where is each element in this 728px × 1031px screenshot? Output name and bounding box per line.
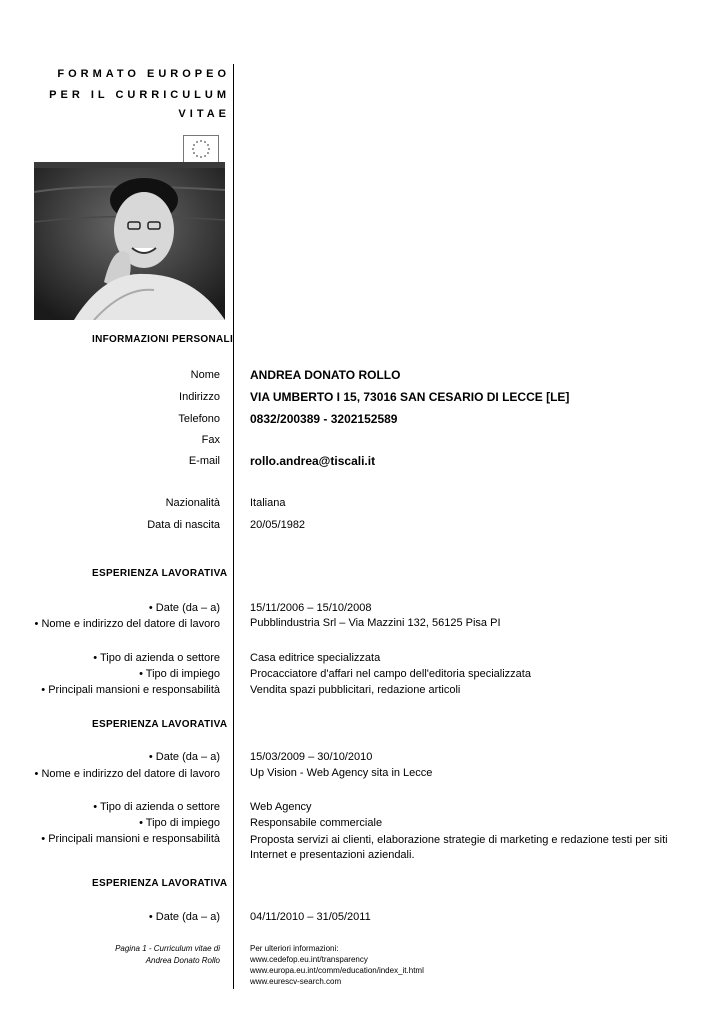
label-mansioni: • Principali mansioni e responsabilità [41,684,220,696]
label-telefono: Telefono [178,413,220,425]
section-title-text: ESPERIENZA LAVORATIVA [92,719,228,730]
section-title-text: INFORMAZIONI PERSONALI [92,334,234,345]
label-tipo-impiego: • Tipo di impiego [139,817,220,829]
footer-links [250,943,424,987]
header-line-1 [0,68,230,80]
section-title-personal [92,334,233,345]
label-indirizzo: Indirizzo [179,391,220,403]
label-fax: Fax [201,434,220,446]
value-tipo-azienda: Web Agency [250,801,312,813]
value-mansioni: Proposta servizi ai clienti, elaborazione strategie di marketing e redazione testi per siti Internet e presentazioni aziendali. [250,834,668,861]
label-datore: • Nome e indirizzo del datore di lavoro [34,618,220,630]
value-nome: ANDREA DONATO ROLLO [250,368,401,382]
value-indirizzo: VIA UMBERTO I 15, 73016 SAN CESARIO DI LECCE [LE] [250,390,570,404]
value-date: 15/11/2006 – 15/10/2008 [250,602,372,614]
header-line-3 [0,108,230,120]
section-title-text: ESPERIENZA LAVORATIVA [92,568,228,579]
section-title-experience [92,878,227,889]
label-date: • Date (da – a) [148,602,220,614]
label-tipo-azienda: • Tipo di azienda o settore [93,652,220,664]
section-title-text: ESPERIENZA LAVORATIVA [92,878,228,889]
label-nome: Nome [190,369,220,381]
profile-photo [34,162,225,320]
value-date: 15/03/2009 – 30/10/2010 [250,751,373,763]
footer-link[interactable]: www.cedefop.eu.int/transparency [250,955,368,964]
label-date: • Date (da – a) [148,751,220,763]
label-email: E-mail [188,455,220,467]
value-data-nascita: 20/05/1982 [250,519,306,531]
column-divider [233,64,234,989]
value-date: 04/11/2010 – 31/05/2011 [250,911,371,923]
label-mansioni: • Principali mansioni e responsabilità [41,833,220,845]
value-tipo-impiego: Responsabile commerciale [250,817,383,829]
label-nazionalita: Nazionalità [165,497,220,509]
section-title-experience [92,568,227,579]
footer-page-line: Pagina 1 - Curriculum vitae di [115,944,220,953]
footer-link[interactable]: www.europa.eu.int/comm/education/index_it.html [250,966,424,975]
value-tipo-impiego: Procacciatore d'affari nel campo dell'editoria specializzata [250,668,531,680]
footer-name-line: Andrea Donato Rollo [145,956,220,965]
footer-page-info [40,943,220,967]
eu-flag-logo [183,135,219,163]
header-text: FORMATO EUROPEO [57,68,230,80]
label-tipo-impiego: • Tipo di impiego [139,668,220,680]
value-datore: Pubblindustria Srl – Via Mazzini 132, 56125 Pisa PI [250,617,501,629]
value-email[interactable]: rollo.andrea@tiscali.it [250,454,376,468]
section-title-experience [92,719,227,730]
header-text: PER IL CURRICULUM [49,89,230,101]
value-nazionalita: Italiana [250,497,286,509]
label-datore: • Nome e indirizzo del datore di lavoro [34,768,220,780]
value-tipo-azienda: Casa editrice specializzata [250,652,381,664]
label-tipo-azienda: • Tipo di azienda o settore [93,801,220,813]
value-telefono: 0832/200389 - 3202152589 [250,412,398,426]
footer-link[interactable]: www.eurescv-search.com [250,977,342,986]
header-text: VITAE [178,108,230,120]
label-date: • Date (da – a) [148,911,220,923]
footer-info-label: Per ulteriori informazioni: [250,944,339,953]
value-mansioni: Vendita spazi pubblicitari, redazione articoli [250,684,461,696]
header-line-2 [0,89,230,101]
label-data-nascita: Data di nascita [147,519,220,531]
value-datore: Up Vision - Web Agency sita in Lecce [250,767,433,779]
